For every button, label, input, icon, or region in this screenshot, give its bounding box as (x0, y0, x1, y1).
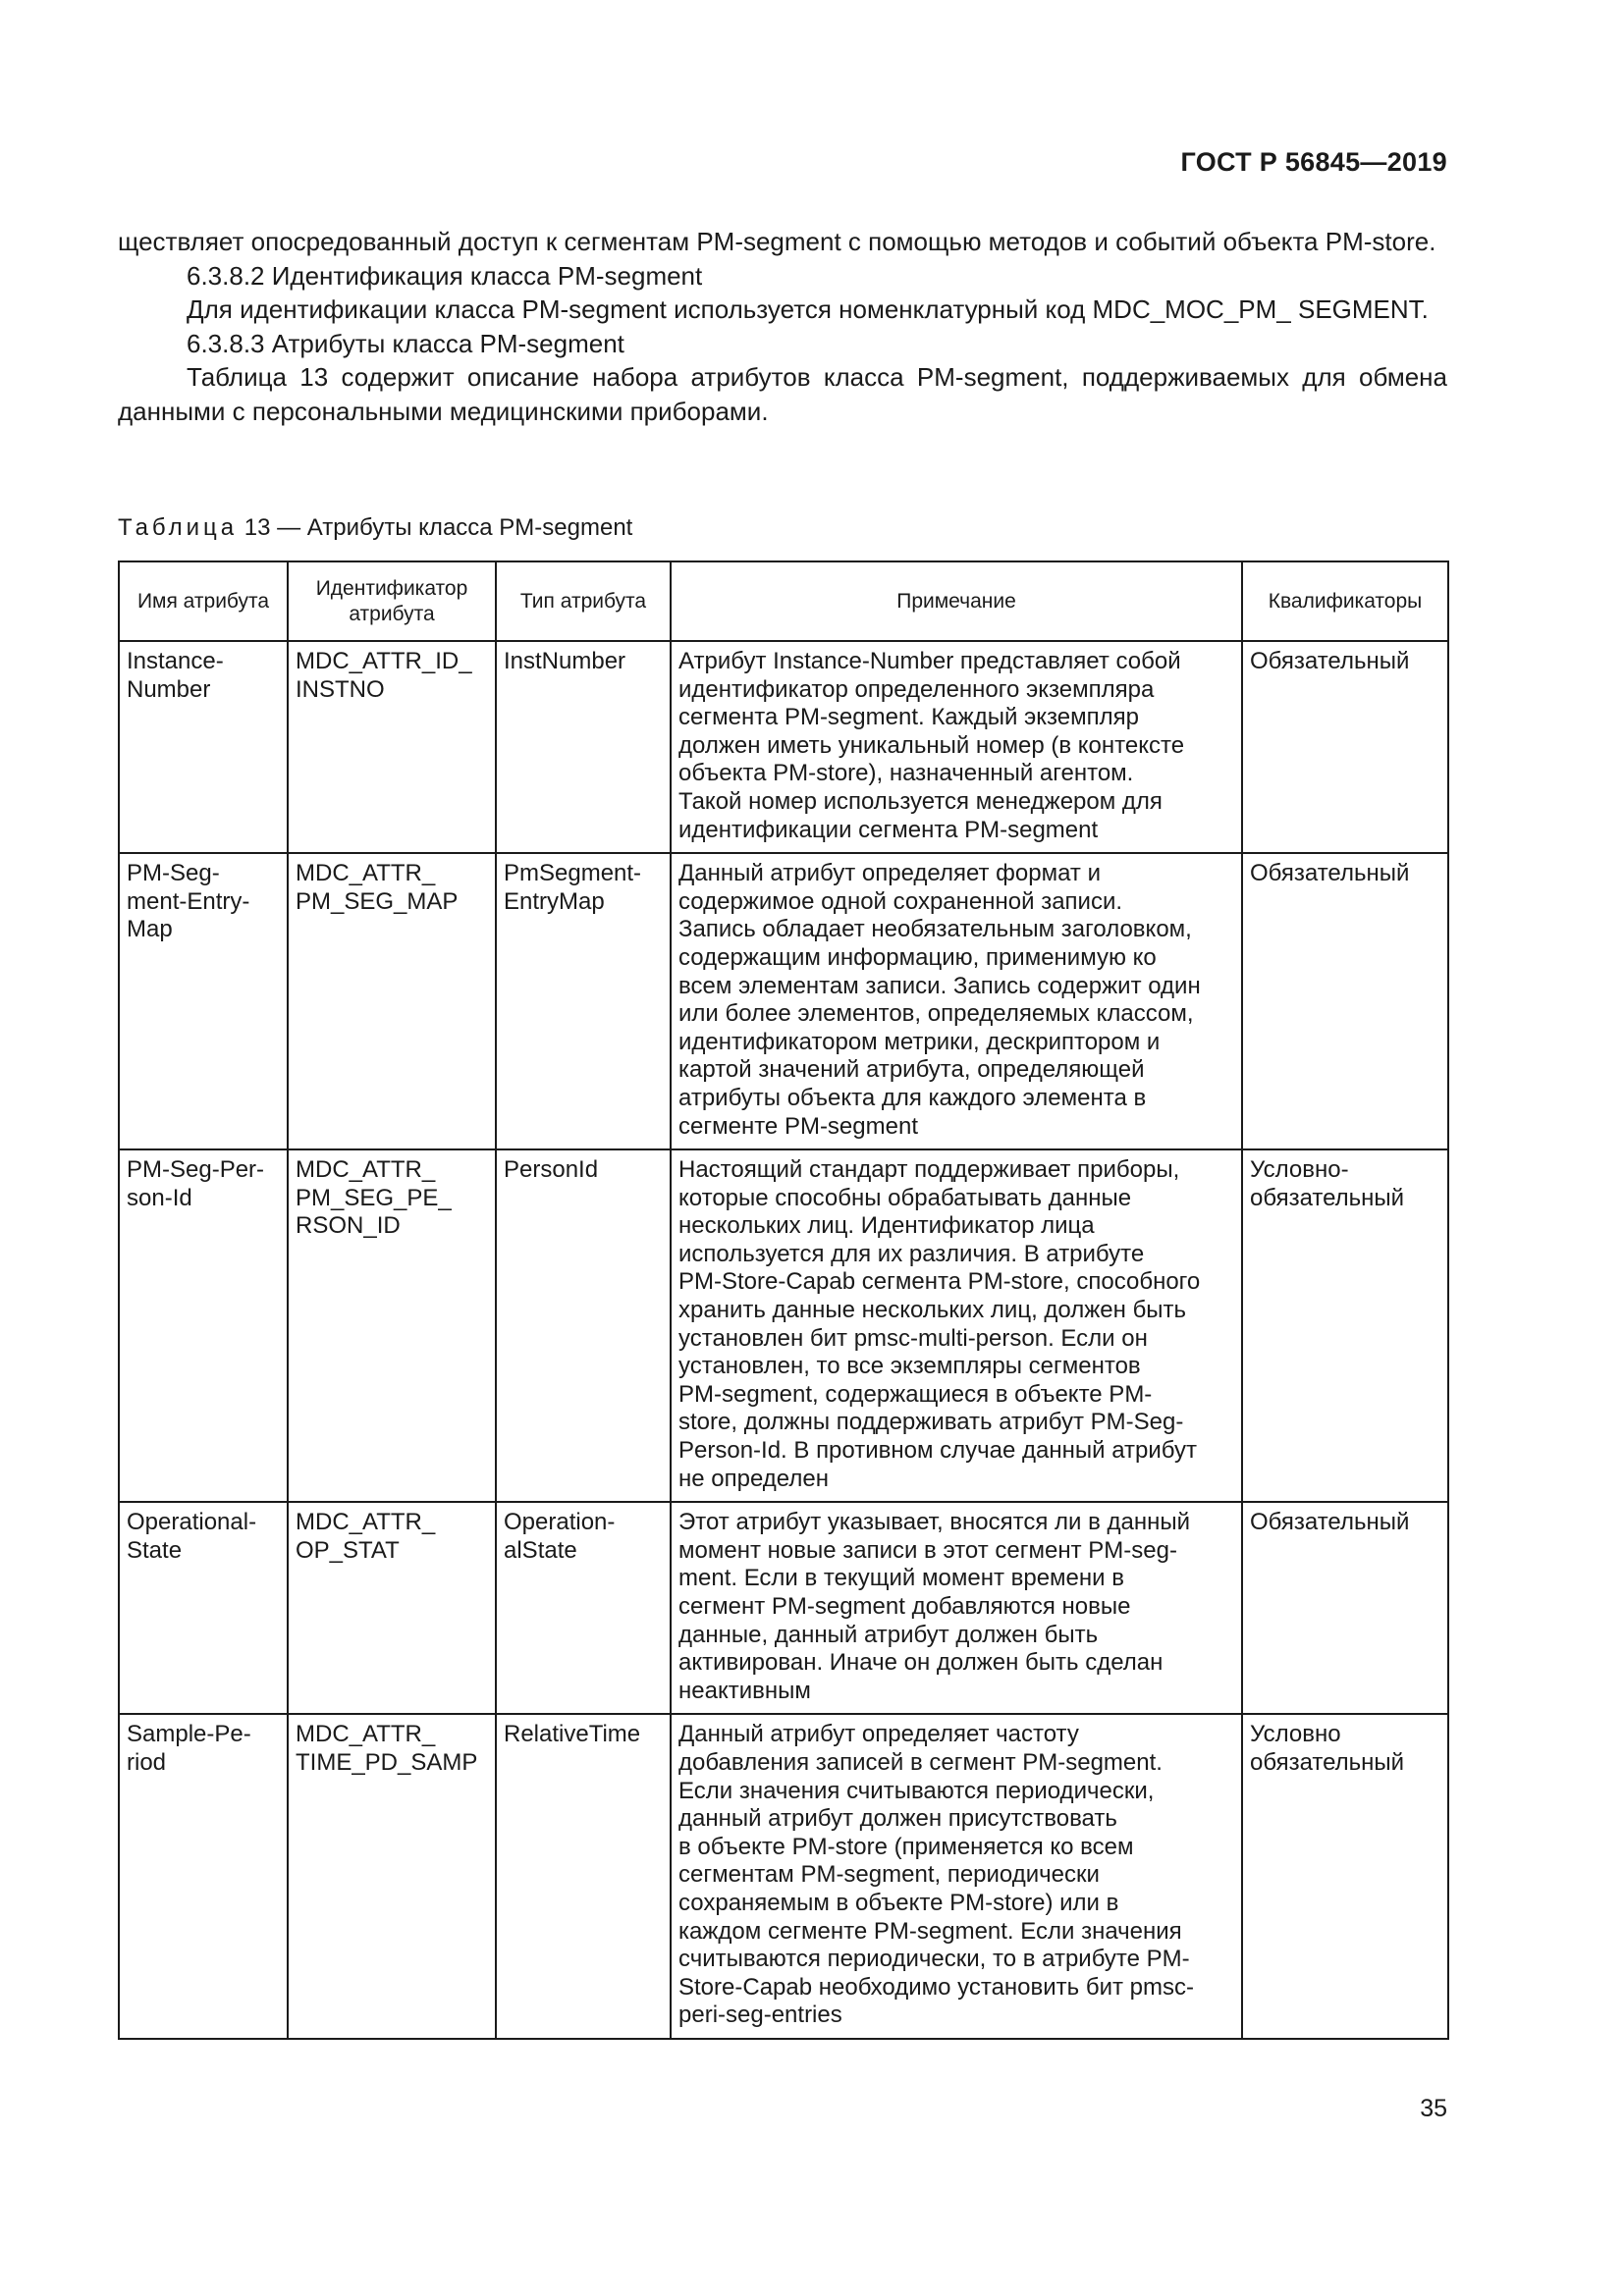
cell-qualifier: Условно- обязательный (1242, 1149, 1448, 1502)
cell-attribute-id: MDC_ATTR_ TIME_PD_SAMP (288, 1714, 496, 2039)
header-note: Примечание (671, 561, 1242, 641)
table-caption-label: Таблица (118, 514, 239, 541)
section-heading-6-3-8-3: 6.3.8.3 Атрибуты класса PM-segment (187, 328, 624, 358)
table-caption (118, 514, 632, 542)
paragraph-table-intro: Таблица 13 содержит описание набора атрибутов класса PM-segment, поддерживаемых для обмена данными с персональными медицинскими приборами. (118, 362, 1447, 426)
cell-attribute-type: PersonId (496, 1149, 671, 1502)
cell-attribute-id: MDC_ATTR_ PM_SEG_MAP (288, 853, 496, 1149)
cell-attribute-id: MDC_ATTR_ PM_SEG_PE_ RSON_ID (288, 1149, 496, 1502)
paragraph-identification: Для идентификации класса PM-segment используется номенклатурный код MDC_MOC_PM_ SEGMENT. (187, 294, 1429, 324)
cell-attribute-name: PM-Seg- ment-Entry- Map (119, 853, 288, 1149)
cell-qualifier: Обязательный (1242, 641, 1448, 853)
table-header-row (119, 561, 1448, 641)
attributes-table (118, 561, 1449, 2040)
cell-attribute-type: Operation- alState (496, 1502, 671, 1714)
cell-attribute-type: PmSegment- EntryMap (496, 853, 671, 1149)
cell-attribute-type: InstNumber (496, 641, 671, 853)
cell-attribute-id: MDC_ATTR_ OP_STAT (288, 1502, 496, 1714)
header-attribute-id: Идентификатор атрибута (288, 561, 496, 641)
cell-attribute-type: RelativeTime (496, 1714, 671, 2039)
paragraph-continuation: ществляет опосредованный доступ к сегментам PM-segment с помощью методов и событий объекта PM-store. (118, 227, 1436, 256)
header-qualifiers: Квалификаторы (1242, 561, 1448, 641)
document-code-header: ГОСТ Р 56845—2019 (1180, 147, 1447, 177)
cell-note: Данный атрибут определяет частоту добавления записей в сегмент PM-segment. Если значения считываются периодически, данный атрибут должен присутствовать в объекте PM-store (применяется ко всем сегментам PM-segment, периодически сохраняемым в объекте PM-store) или в каждом сегменте PM-segment. Если значения считываются периодически, то в атрибуте PM- Store-Capab необходимо установить бит pmsc- peri-seg-entries (671, 1714, 1242, 2039)
table-row (119, 853, 1448, 1149)
cell-qualifier: Условно обязательный (1242, 1714, 1448, 2039)
cell-note: Атрибут Instance-Number представляет собой идентификатор определенного экземпляра сегмента PM-segment. Каждый экземпляр должен иметь уникальный номер (в контексте объекта PM-store), назначенный агентом. Такой номер используется менеджером для идентификации сегмента PM-segment (671, 641, 1242, 853)
cell-attribute-name: Instance- Number (119, 641, 288, 853)
table-row (119, 641, 1448, 853)
cell-attribute-name: PM-Seg-Per- son-Id (119, 1149, 288, 1502)
page-number: 35 (1420, 2095, 1447, 2122)
cell-note: Настоящий стандарт поддерживает приборы, которые способны обрабатывать данные нескольких лиц. Идентификатор лица используется для их различия. В атрибуте PM-Store-Capab сегмента PM-store, способного хранить данные нескольких лиц, должен быть установлен бит pmsc-multi-person. Если он установлен, то все экземпляры сегментов PM-segment, содержащиеся в объекте PM- store, должны поддерживать атрибут PM-Seg- Person-Id. В противном случае данный атрибут не определен (671, 1149, 1242, 1502)
table-row (119, 1149, 1448, 1502)
cell-qualifier: Обязательный (1242, 853, 1448, 1149)
cell-attribute-id: MDC_ATTR_ID_ INSTNO (288, 641, 496, 853)
cell-qualifier: Обязательный (1242, 1502, 1448, 1714)
cell-note: Этот атрибут указывает, вносятся ли в данный момент новые записи в этот сегмент PM-seg- ment. Если в текущий момент времени в сегмент PM-segment добавляются новые данные, данный атрибут должен быть активирован. Иначе он должен быть сделан неактивным (671, 1502, 1242, 1714)
table-caption-text: 13 — Атрибуты класса PM-segment (238, 514, 633, 541)
cell-attribute-name: Sample-Pe- riod (119, 1714, 288, 2039)
cell-attribute-name: Operational- State (119, 1502, 288, 1714)
section-heading-6-3-8-2: 6.3.8.2 Идентификация класса PM-segment (187, 260, 703, 291)
table-row (119, 1502, 1448, 1714)
cell-note: Данный атрибут определяет формат и содержимое одной сохраненной записи. Запись обладает необязательным заголовком, содержащим информацию, применимую ко всем элементам записи. Запись содержит один или более элементов, определяемых классом, идентификатором метрики, дескриптором и картой значений атрибута, определяющей атрибуты объекта для каждого элемента в сегменте PM-segment (671, 853, 1242, 1149)
header-attribute-name: Имя атрибута (119, 561, 288, 641)
body-text (118, 225, 1447, 428)
header-attribute-type: Тип атрибута (496, 561, 671, 641)
table-row (119, 1714, 1448, 2039)
